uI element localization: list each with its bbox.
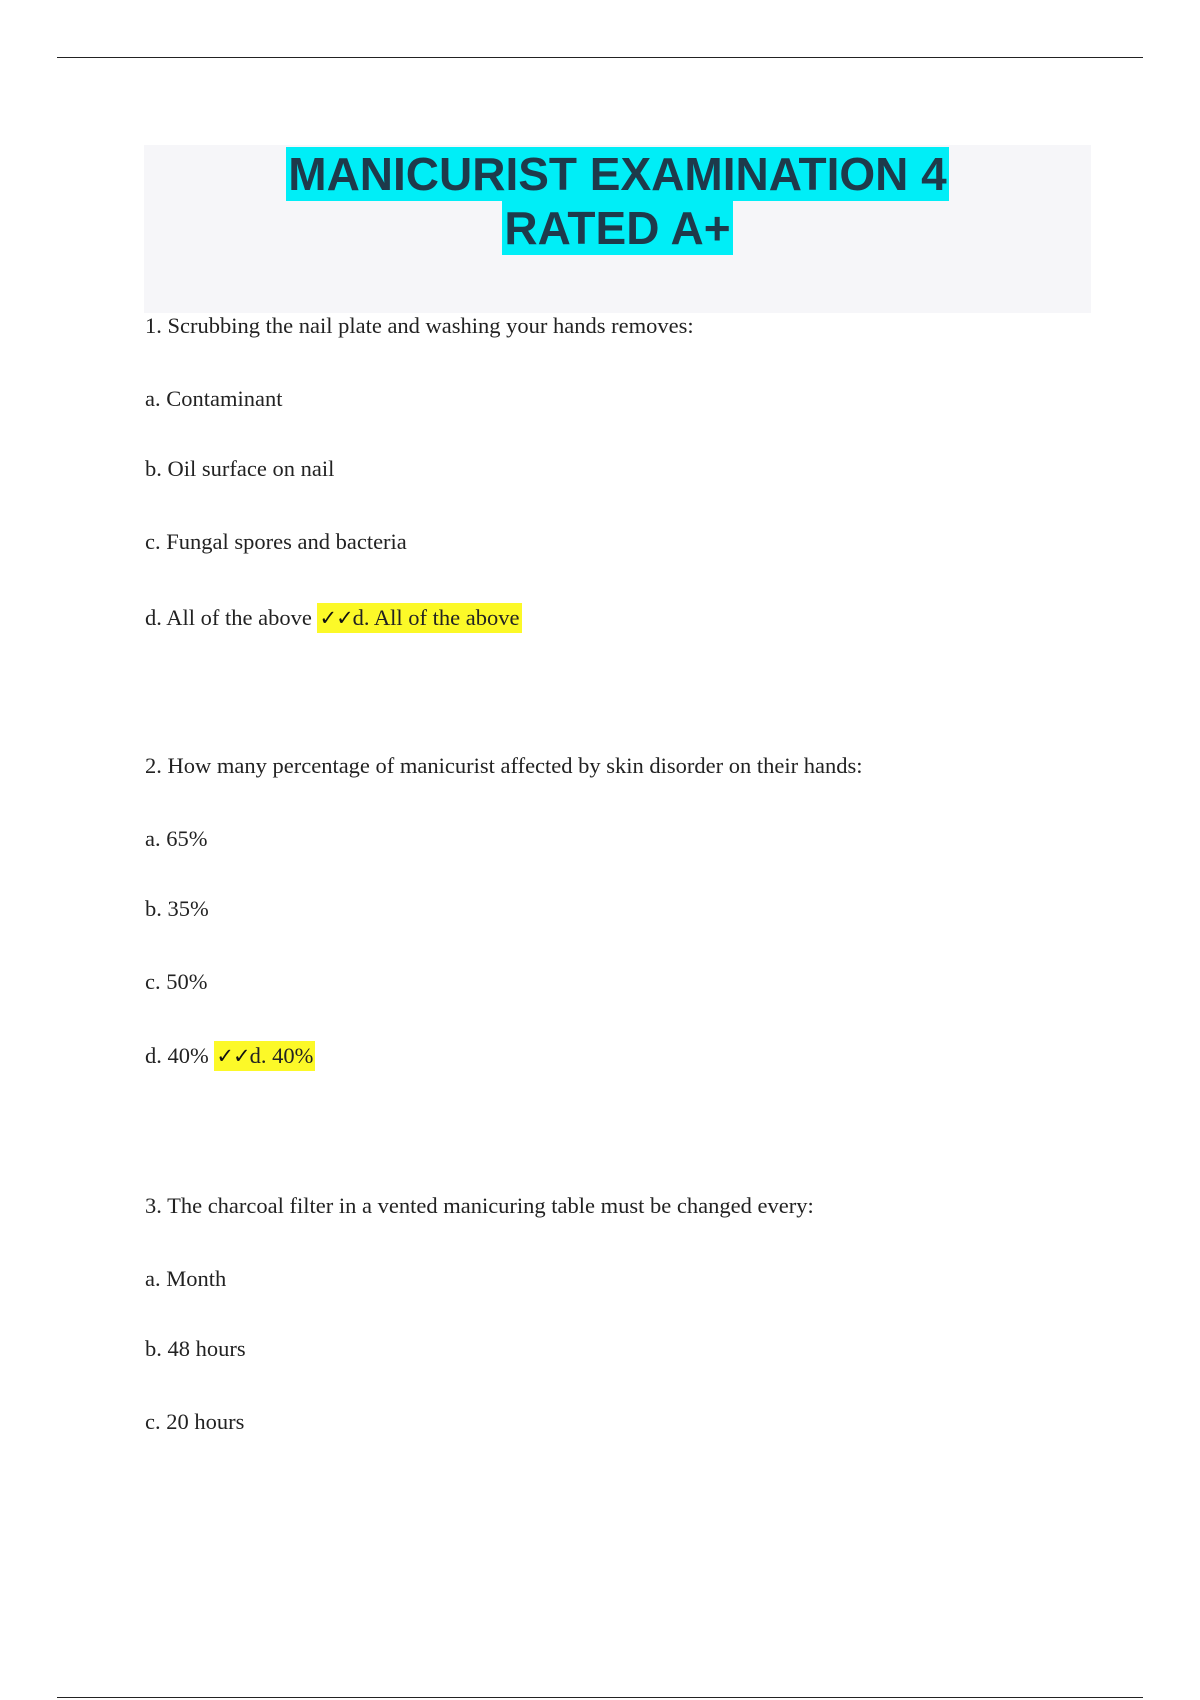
question-2-option-b: b. 35% <box>145 896 209 921</box>
question-2-option-d: d. 40% <box>145 1043 209 1068</box>
question-1-option-c: c. Fungal spores and bacteria <box>145 529 407 554</box>
question-1-option-a: a. Contaminant <box>145 386 283 411</box>
title-line-2: RATED A+ <box>504 202 731 254</box>
question-1-option-d: d. All of the above <box>145 605 312 630</box>
question-2-option-a: a. 65% <box>145 826 208 851</box>
question-1-answer-text: d. All of the above <box>352 605 520 630</box>
document-title <box>144 145 1091 313</box>
question-2-answer-text: d. 40% <box>249 1043 314 1068</box>
question-3-option-a: a. Month <box>145 1266 227 1291</box>
question-1-prompt: 1. Scrubbing the nail plate and washing your hands removes: <box>145 313 694 338</box>
question-3-prompt: 3. The charcoal filter in a vented manicuring table must be changed every: <box>145 1193 814 1218</box>
question-2-option-d-row <box>145 1041 315 1071</box>
title-line-1: MANICURIST EXAMINATION 4 <box>288 148 947 200</box>
double-checkmark-icon: ✓✓ <box>319 606 353 630</box>
question-2-option-c: c. 50% <box>145 969 208 994</box>
header-rule <box>57 57 1143 58</box>
question-3-option-b: b. 48 hours <box>145 1336 246 1361</box>
question-3-option-c: c. 20 hours <box>145 1409 245 1434</box>
question-1-option-b: b. Oil surface on nail <box>145 456 335 481</box>
question-2-answer <box>214 1041 315 1071</box>
question-2-prompt: 2. How many percentage of manicurist affected by skin disorder on their hands: <box>145 753 863 778</box>
question-1-answer <box>317 603 521 633</box>
double-checkmark-icon: ✓✓ <box>216 1044 250 1068</box>
question-1-option-d-row <box>145 603 522 633</box>
footer-rule <box>57 1697 1143 1698</box>
